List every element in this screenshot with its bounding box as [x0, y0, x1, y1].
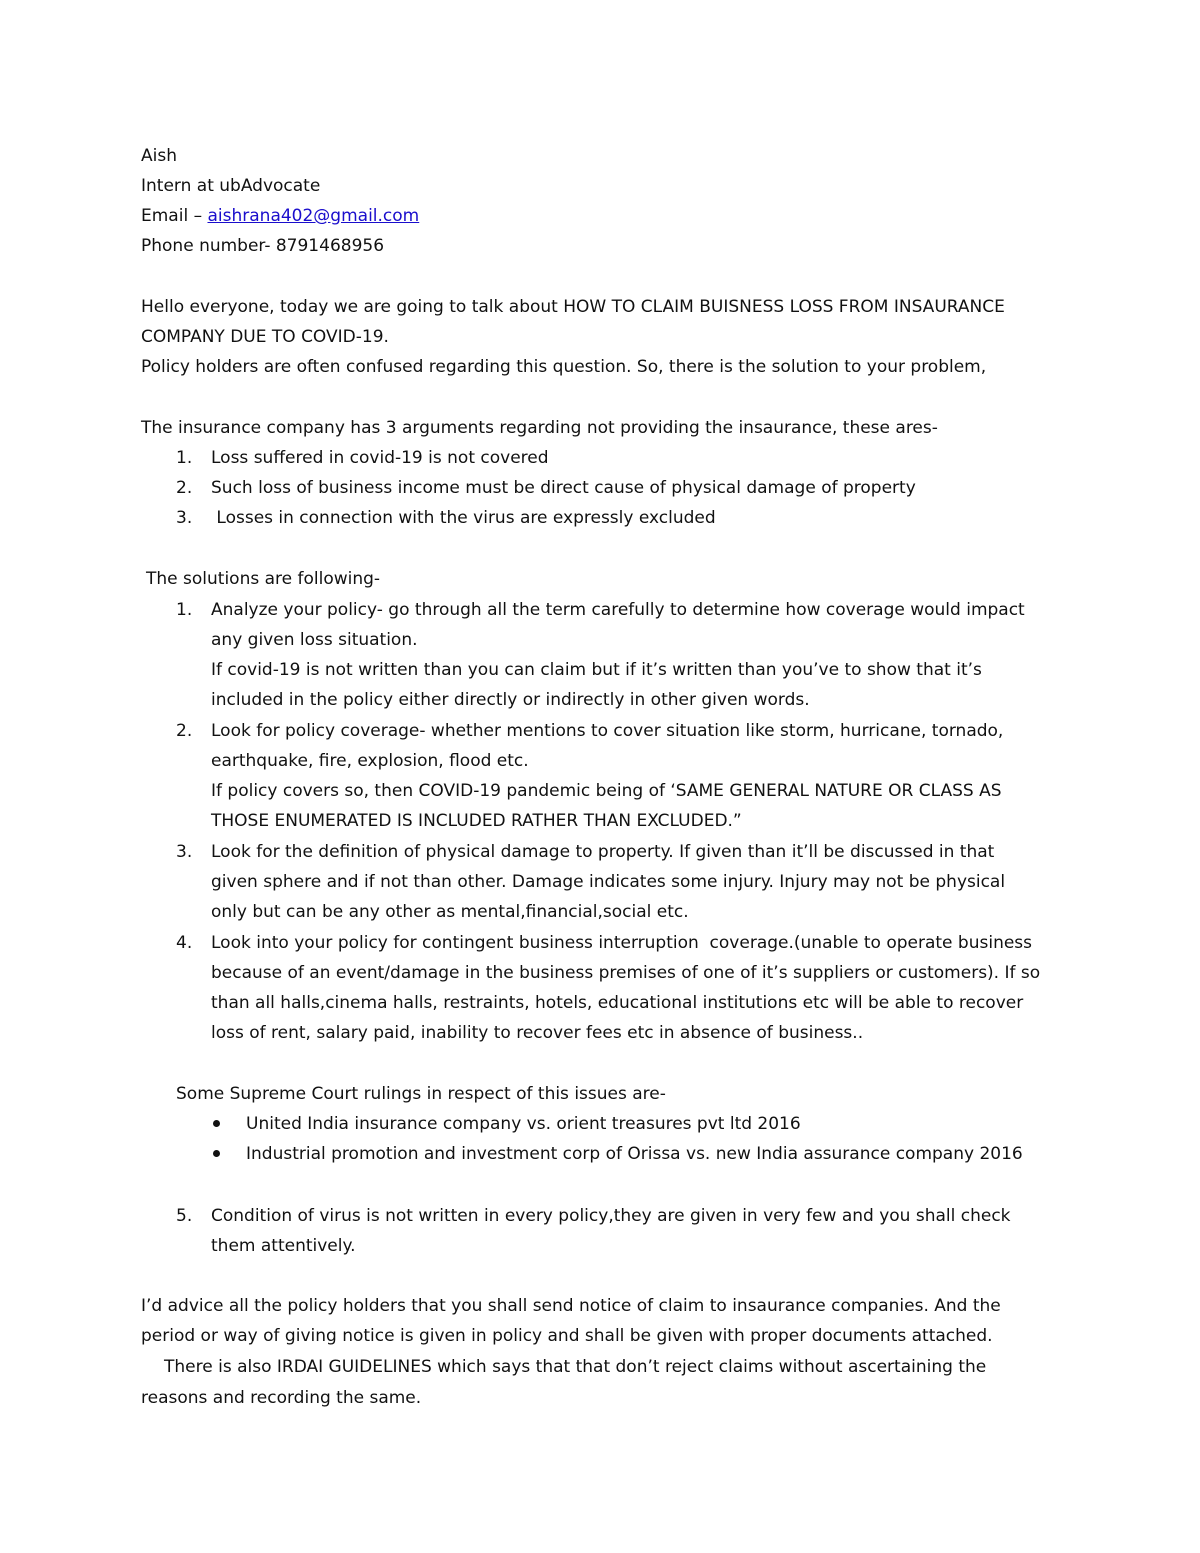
solution-line: Condition of virus is not written in every policy,they are given in very few and you shall check	[211, 1206, 1011, 1226]
solution-number: 3.	[176, 842, 193, 862]
solution-line: Look for the definition of physical damage to property. If given than it’ll be discussed in that	[211, 842, 995, 862]
solution-line: Look into your policy for contingent business interruption coverage.(unable to operate business	[211, 933, 1033, 953]
arguments-heading: The insurance company has 3 arguments regarding not providing the insaurance, these ares-	[141, 418, 938, 438]
intro-line-1: Hello everyone, today we are going to talk about HOW TO CLAIM BUISNESS LOSS FROM INSAURANCE	[141, 297, 1005, 317]
solution-line: Analyze your policy- go through all the term carefully to determine how coverage would impact	[211, 600, 1025, 620]
solution-number: 1.	[176, 600, 193, 620]
solution-line: If covid-19 is not written than you can claim but if it’s written than you’ve to show that it’s	[211, 660, 982, 680]
solution-line: THOSE ENUMERATED IS INCLUDED RATHER THAN EXCLUDED.”	[211, 811, 742, 831]
solution-line: than all halls,cinema halls, restraints, hotels, educational institutions etc will be able to recover	[211, 993, 1024, 1013]
solution-number: 2.	[176, 721, 193, 741]
intro-line-3: Policy holders are often confused regarding this question. So, there is the solution to your problem,	[141, 357, 987, 377]
solution-line: given sphere and if not than other. Damage indicates some injury. Injury may not be physical	[211, 872, 1006, 892]
argument-item: Loss suffered in covid-19 is not covered	[211, 448, 549, 468]
ruling-item: Industrial promotion and investment corp of Orissa vs. new India assurance company 2016	[246, 1144, 1023, 1164]
closing-line: There is also IRDAI GUIDELINES which says that that don’t reject claims without ascertaining the	[164, 1357, 987, 1377]
argument-number: 1.	[176, 448, 193, 468]
rulings-heading: Some Supreme Court rulings in respect of this issues are-	[176, 1084, 666, 1104]
solution-line: loss of rent, salary paid, inability to recover fees etc in absence of business..	[211, 1023, 864, 1043]
solution-line: them attentively.	[211, 1236, 356, 1256]
solution-line: any given loss situation.	[211, 630, 418, 650]
email-line	[141, 205, 419, 227]
intro-line-2: COMPANY DUE TO COVID-19.	[141, 327, 389, 347]
author-role: Intern at ubAdvocate	[141, 176, 321, 196]
argument-number: 2.	[176, 478, 193, 498]
solution-line: included in the policy either directly or indirectly in other given words.	[211, 690, 810, 710]
ruling-item: United India insurance company vs. orient treasures pvt ltd 2016	[246, 1114, 801, 1134]
solution-line: Look for policy coverage- whether mentions to cover situation like storm, hurricane, tornado,	[211, 721, 1004, 741]
argument-number: 3.	[176, 508, 193, 528]
solution-line: earthquake, fire, explosion, flood etc.	[211, 751, 529, 771]
solution-line: because of an event/damage in the business premises of one of it’s suppliers or customers). If so	[211, 963, 1041, 983]
argument-item: Losses in connection with the virus are expressly excluded	[211, 508, 716, 528]
solutions-heading: The solutions are following-	[146, 569, 381, 589]
email-label: Email –	[141, 206, 208, 226]
phone-number: Phone number- 8791468956	[141, 236, 385, 256]
author-name: Aish	[141, 146, 177, 166]
solution-number: 4.	[176, 933, 193, 953]
bullet-icon	[213, 1150, 220, 1157]
solution-line: If policy covers so, then COVID-19 pandemic being of ‘SAME GENERAL NATURE OR CLASS AS	[211, 781, 1002, 801]
bullet-icon	[213, 1120, 220, 1127]
closing-line: period or way of giving notice is given in policy and shall be given with proper documents attached.	[141, 1326, 993, 1346]
email-link[interactable]: aishrana402@gmail.com	[207, 206, 420, 226]
closing-line: I’d advice all the policy holders that you shall send notice of claim to insaurance companies. And the	[141, 1296, 1001, 1316]
solution-number: 5.	[176, 1206, 193, 1226]
solution-line: only but can be any other as mental,financial,social etc.	[211, 902, 689, 922]
closing-line: reasons and recording the same.	[141, 1388, 422, 1408]
argument-item: Such loss of business income must be direct cause of physical damage of property	[211, 478, 916, 498]
